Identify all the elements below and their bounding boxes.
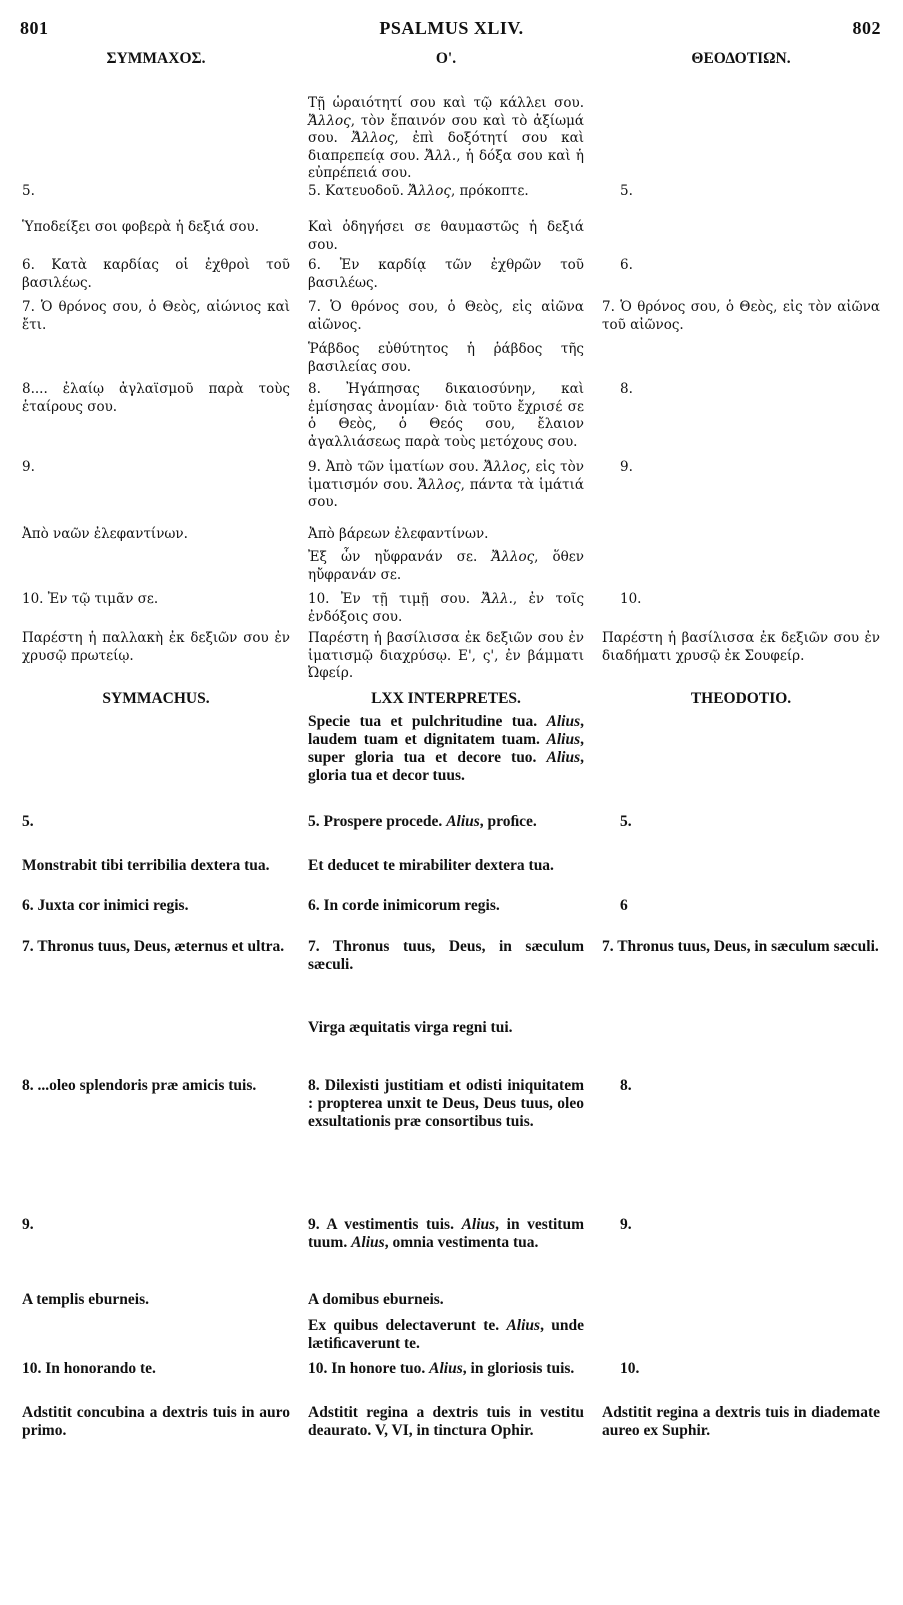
latin-lxx-entry: Et deducet te mirabiliter dextera tua. <box>308 857 554 874</box>
latin-lxx-entry: Virga æquitatis virga regni tui. <box>308 1019 513 1036</box>
greek-theodotion-entry: 6. <box>620 257 633 273</box>
latin-theodotion-entry: 10. <box>620 1360 640 1377</box>
greek-lxx-entry: 10. Ἐν τῇ τιμῇ σου. Ἄλλ., ἐν τοῖς ἐνδόξοις σου. <box>308 591 585 625</box>
latin-lxx-entry: Specie tua et pulchritudine tua. Alius, laudem tuam et dignitatem tuam. Alius, super gloria tua et decore tuo. Alius, gloria tua et decor tuus. <box>308 713 584 784</box>
greek-symmachus-entry: 5. <box>22 183 35 199</box>
latin-lxx-entry: Adstitit regina a dextris tuis in vestitu deaurato. V, VI, in tinctura Ophir. <box>308 1404 584 1439</box>
greek-theodotion-entry: Παρέστη ἡ βασίλισσα ἐκ δεξιῶν σου ἐν διαδήματι χρυσῷ ἐκ Σουφείρ. <box>602 630 880 664</box>
latin-theodotion-entry: 6 <box>620 897 628 914</box>
latin-symmachus-entry: 5. <box>22 813 34 830</box>
greek-theodotion-entry: 5. <box>620 183 633 199</box>
latin-symmachus-entry: Monstrabit tibi terribilia dextera tua. <box>22 857 270 874</box>
latin-lxx-entry: 8. Dilexisti justitiam et odisti iniquitatem : propterea unxit te Deus, Deus tuus, oleo exsultationis præ consortibus tuis. <box>308 1077 584 1130</box>
latin-lxx-entry: 5. Prospere procede. Alius, proﬁce. <box>308 813 537 830</box>
greek-lxx-entry: 8. Ἠγάπησας δικαιοσύνην, καὶ ἐμίσησας ἀνομίαν· διὰ τοῦτο ἔχρισέ σε ὁ Θεὸς, ὁ Θεός σου, ἔλαιον ἀγαλλιάσεως παρὰ τοὺς μετόχους σου. <box>308 381 584 450</box>
greek-symmachus-entry: Παρέστη ἡ παλλακὴ ἐκ δεξιῶν σου ἐν χρυσῷ πρωτείῳ. <box>22 630 290 664</box>
greek-lxx-entry: Παρέστη ἡ βασίλισσα ἐκ δεξιῶν σου ἐν ἱματισμῷ διαχρύσῳ. Ε', ς', ἐν βάμματι Ὠφείρ. <box>308 630 584 681</box>
latin-theodotion-entry: 7. Thronus tuus, Deus, in sæculum sæculi. <box>602 938 879 955</box>
greek-symmachus-entry: 8.... ἐλαίῳ ἀγλαϊσμοῦ παρὰ τοὺς ἑταίρους σου. <box>22 381 290 415</box>
latin-lxx-entry: 10. In honore tuo. Alius, in gloriosis tuis. <box>308 1360 575 1377</box>
latin-lxx-entry: 7. Thronus tuus, Deus, in sæculum sæculi. <box>308 938 584 973</box>
latin-theodotion-entry: 8. <box>620 1077 632 1094</box>
greek-lxx-entry: 9. Ἀπὸ τῶν ἱματίων σου. Ἄλλος, εἰς τὸν ἱματισμόν σου. Ἄλλος, πάντα τὰ ἱμάτιά σου. <box>308 459 584 510</box>
latin-lxx-entry: Ex quibus delectaverunt te. Alius, unde lætiﬁcaverunt te. <box>308 1317 584 1352</box>
latin-lxx-entry: A domibus eburneis. <box>308 1291 444 1308</box>
latin-symmachus-entry: 8. ...oleo splendoris præ amicis tuis. <box>22 1077 257 1094</box>
greek-symmachus-entry: 7. Ὁ θρόνος σου, ὁ Θεὸς, αἰώνιος καὶ ἔτι. <box>22 299 290 333</box>
latin-symmachus-entry: A templis eburneis. <box>22 1291 150 1308</box>
left-page-number: 801 <box>20 18 49 38</box>
greek-theodotion-entry: 8. <box>620 381 633 397</box>
latin-theodotion-entry: 5. <box>620 813 632 830</box>
latin-lxx-entry: 9. A vestimentis tuis. Alius, in vestitum tuum. Alius, omnia vestimenta tua. <box>308 1216 584 1251</box>
greek-theodotion-entry: 7. Ὁ θρόνος σου, ὁ Θεὸς, εἰς τὸν αἰῶνα τοῦ αἰῶνος. <box>602 299 880 333</box>
greek-symmachus-entry: 10. Ἐν τῷ τιμᾶν σε. <box>22 591 159 607</box>
greek-head-symmachus: ΣΥΜΜΑΧΟΣ. <box>106 50 206 67</box>
greek-theodotion-entry: 10. <box>620 591 642 607</box>
latin-symmachus-entry: 6. Juxta cor inimici regis. <box>22 897 189 914</box>
latin-symmachus-entry: 9. <box>22 1216 34 1233</box>
greek-lxx-entry: 6. Ἐν καρδίᾳ τῶν ἐχθρῶν τοῦ βασιλέως. <box>308 257 584 291</box>
greek-symmachus-entry: 6. Κατὰ καρδίας οἱ ἐχθροὶ τοῦ βασιλέως. <box>22 257 290 291</box>
greek-lxx-entry: Τῇ ὡραιότητί σου καὶ τῷ κάλλει σου. Ἄλλος, τὸν ἔπαινόν σου καὶ τὸ ἀξίωμά σου. Ἄλλος, ἐπὶ δοξότητί σου καὶ διαπρεπείᾳ σου. Ἄλλ., ἡ δόξα σου καὶ ἡ εὐπρέπειά σου. <box>308 95 584 181</box>
greek-head-theodotion: ΘΕΟΔΟΤΙΩΝ. <box>691 50 791 67</box>
latin-lxx-entry: 6. In corde inimicorum regis. <box>308 897 500 914</box>
greek-lxx-entry: Καὶ ὁδηγήσει σε θαυμαστῶς ἡ δεξιά σου. <box>308 219 584 253</box>
greek-lxx-entry: Ῥάβδος εὐθύτητος ἡ ῥάβδος τῆς βασιλείας σου. <box>308 341 584 375</box>
latin-theodotion-entry: 9. <box>620 1216 632 1233</box>
greek-symmachus-entry: Ὑποδείξει σοι φοβερὰ ἡ δεξιά σου. <box>22 219 260 235</box>
greek-symmachus-entry: 9. <box>22 459 35 475</box>
greek-theodotion-entry: 9. <box>620 459 633 475</box>
latin-symmachus-entry: Adstitit concubina a dextris tuis in auro primo. <box>22 1404 290 1439</box>
right-page-number: 802 <box>852 18 881 38</box>
greek-lxx-entry: Ἀπὸ βάρεων ἐλεφαντίνων. <box>308 526 489 542</box>
latin-symmachus-entry: 10. In honorando te. <box>22 1360 156 1377</box>
latin-head-lxx: LXX INTERPRETES. <box>371 690 521 707</box>
greek-head-lxx: Ο'. <box>435 50 457 67</box>
latin-symmachus-entry: 7. Thronus tuus, Deus, æternus et ultra. <box>22 938 285 955</box>
latin-theodotion-entry: Adstitit regina a dextris tuis in diademate aureo ex Suphir. <box>602 1404 880 1439</box>
greek-lxx-entry: Ἐξ ὧν ηὔφρανάν σε. Ἄλλος, ὅθεν ηὔφρανάν σε. <box>308 549 584 583</box>
latin-head-theodotion: THEODOTIO. <box>690 690 792 707</box>
latin-head-symmachus: SYMMACHUS. <box>102 690 210 707</box>
greek-lxx-entry: 5. Κατευοδοῦ. Ἄλλος, πρόκοπτε. <box>308 183 529 199</box>
greek-symmachus-entry: Ἀπὸ ναῶν ἐλεφαντίνων. <box>22 526 188 542</box>
running-title: PSALMUS XLIV. <box>379 18 524 38</box>
greek-lxx-entry: 7. Ὁ θρόνος σου, ὁ Θεὸς, εἰς αἰῶνα αἰῶνος. <box>308 299 584 333</box>
